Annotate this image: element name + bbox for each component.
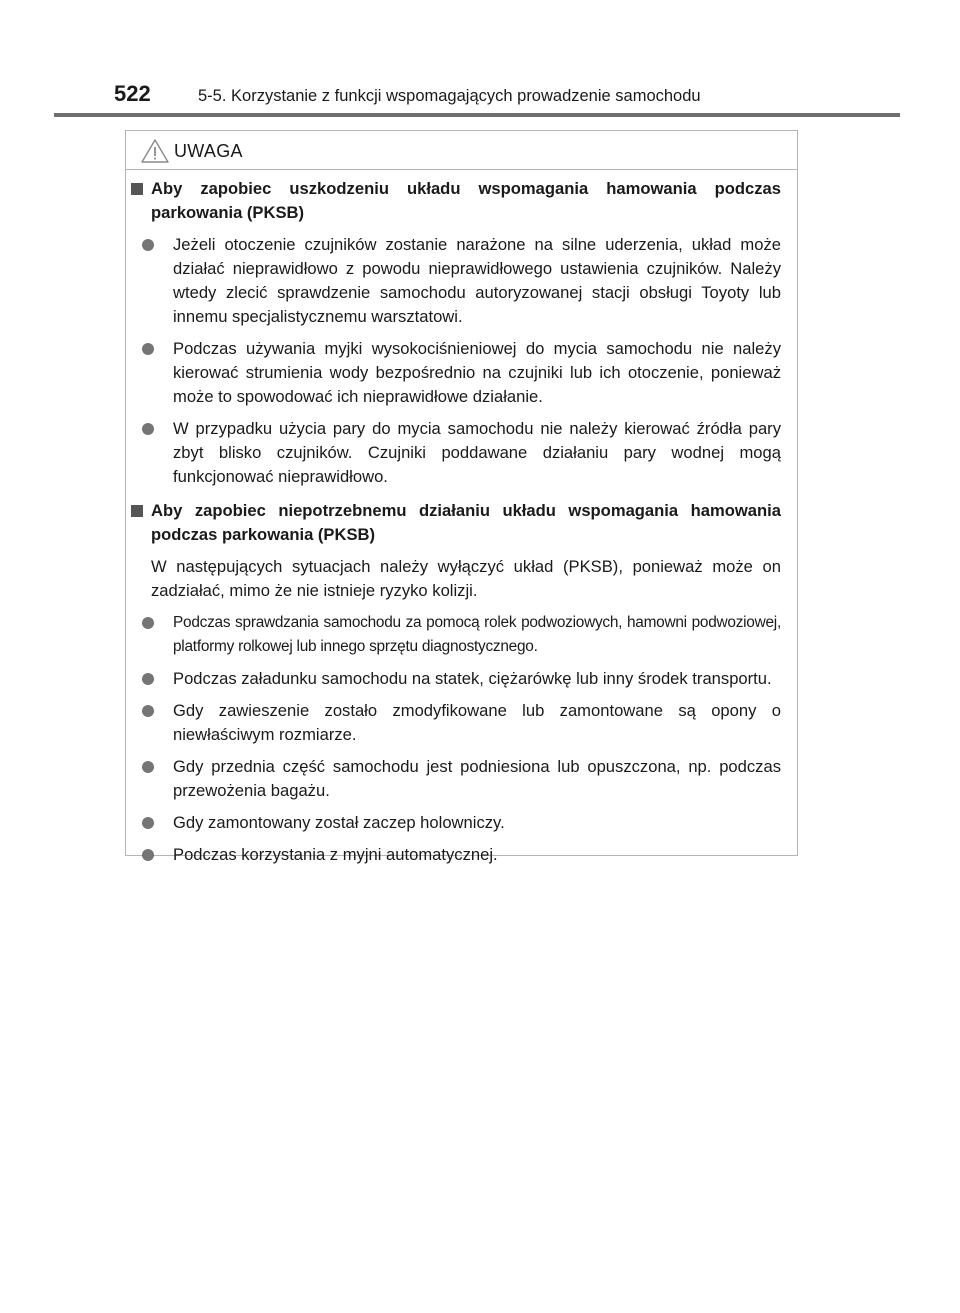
bullet-item: Jeżeli otoczenie czujników zostanie narażone na silne uderzenia, układ może działać nieprawidłowo z powodu nieprawidłowego ustawienia czujników. Należy wtedy zlecić sprawdzenie samochodu autoryzowanej stacji obsługi Toyoty lub innemu specjalistycznemu warsztatowi. — [173, 233, 781, 329]
warning-triangle-icon — [140, 138, 170, 164]
caution-header — [126, 131, 797, 170]
intro-paragraph: W następujących sytuacjach należy wyłączyć układ (PKSB), ponieważ może on zadziałać, mimo że nie istnieje ryzyko kolizji. — [151, 557, 781, 600]
bullet-item: Gdy zamontowany został zaczep holowniczy. — [173, 811, 781, 835]
caution-title: UWAGA — [174, 141, 243, 161]
page-number: 522 — [114, 81, 151, 106]
bullet-item: Podczas używania myjki wysokociśnieniowej do mycia samochodu nie należy kierować strumienia wody bezpośrednio na czujniki lub ich otoczenie, ponieważ może to spowodować ich nieprawidłowe działanie. — [173, 337, 781, 409]
page-header — [54, 80, 900, 112]
bullet-item: Gdy zawieszenie zostało zmodyfikowane lub zamontowane są opony o niewłaściwym rozmiarze. — [173, 699, 781, 747]
caution-body — [126, 177, 797, 867]
bullet-item: W przypadku użycia pary do mycia samochodu nie należy kierować źródła pary zbyt blisko czujników. Czujniki poddawane działaniu pary wodnej mogą funkcjonować nieprawidłowo. — [173, 417, 781, 489]
header-rule — [54, 113, 900, 117]
section-heading: Aby zapobiec niepotrzebnemu działaniu układu wspomagania hamowania podczas parkowania (PKSB) — [151, 499, 781, 547]
section-title: 5-5. Korzystanie z funkcji wspomagających prowadzenie samochodu — [198, 87, 701, 105]
bullet-item: Podczas załadunku samochodu na statek, ciężarówkę lub inny środek transportu. — [173, 667, 781, 691]
bullet-item: Podczas korzystania z myjni automatycznej. — [173, 843, 781, 867]
section-heading: Aby zapobiec uszkodzeniu układu wspomagania hamowania podczas parkowania (PKSB) — [151, 177, 781, 225]
bullet-item: Gdy przednia część samochodu jest podniesiona lub opuszczona, np. podczas przewożenia bagażu. — [173, 755, 781, 803]
bullet-item: Podczas sprawdzania samochodu za pomocą rolek podwoziowych, hamowni podwoziowej, platformy rolkowej lub innego sprzętu diagnostycznego. — [173, 611, 781, 659]
caution-box — [125, 130, 798, 864]
